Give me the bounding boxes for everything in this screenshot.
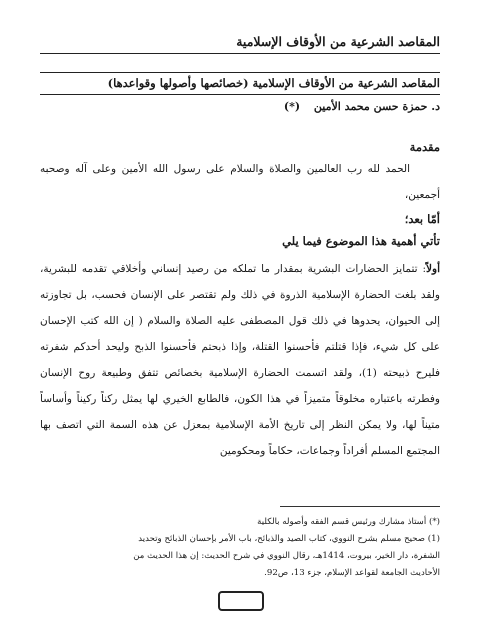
article-title: المقاصد الشرعية من الأوقاف الإسلامية (خصائصها وأصولها وقواعدها): [40, 72, 440, 95]
intro-heading: مقدمة: [409, 140, 440, 154]
footnote-1-line-2: الشفرة، دار الخير، بيروت، 1414هـ، رقال النووي في شرح الحديث: إن هذا الحديث من: [133, 551, 440, 561]
footnote-1-line-3: الأحاديث الجامعة لقواعد الإسلام، جزء 13، ص92.: [264, 568, 440, 578]
footnotes: [40, 514, 440, 582]
running-header: المقاصد الشرعية من الأوقاف الإسلامية: [40, 34, 440, 54]
author-footnote-mark: (*): [283, 100, 301, 113]
page-number-box: [218, 591, 264, 611]
author-name: د. حمزة حسن محمد الأمين: [313, 100, 440, 113]
intro-paragraph: الحمد لله رب العالمين والصلاة والسلام على رسول الله الأمين وعلى آله وصحبه أجمعين،: [40, 163, 440, 201]
author-line: [40, 100, 440, 113]
first-point-paragraph: [40, 256, 440, 464]
importance-heading: تأتي أهمية هذا الموضوع فيما يلي: [282, 234, 440, 248]
amma-baad-heading: أمّا بعد؛: [404, 212, 440, 226]
first-point-lead: أولاً: [426, 263, 440, 275]
footnote-author: (*) أستاذ مشارك ورئيس قسم الفقه وأصوله بالكلية: [257, 517, 440, 527]
first-point-text: : تتمايز الحضارات البشرية بمقدار ما تملكه من رصيد إنساني وأخلاقي تقدمه للبشرية، ولقد بلغت الحضارة الإسلامية الذروة في ذلك ولم تقتصر على الإنسان فحسب، بل تجاوزته إلى الحيوان، يحدوها في ذلك قول المصطفى عليه الصلاة والسلام ( إن الله كتب الإحسان على كل شيء، فإذا قتلتم فأحسنوا القتلة، وإذا ذبحتم فأحسنوا الذبح وليحد أحدكم شفرته فليرح ذبيحته (1)، ولقد اتسمت الحضارة الإسلامية بخصائص تتفق وطبيعة روح الإنسان وفطرته باعتباره مخلوقاً متميزاً في هذا الكون، فالطابع الخيري لها يمثل ركناً ركيناً وأساساً متيناً لها، ولا يمكن النظر إلى تاريخ الأمة الإسلامية بمعزل عن هذه السمة التي اتصف بها المجتمع المسلم أفراداً وجماعات، حكاماً ومحكومين: [40, 263, 440, 457]
footnote-divider: [280, 506, 440, 507]
footnote-1-line-1: (1) صحيح مسلم بشرح النووي، كتاب الصيد والذبائح، باب الأمر بإحسان الذبائح وتحديد: [138, 534, 440, 544]
